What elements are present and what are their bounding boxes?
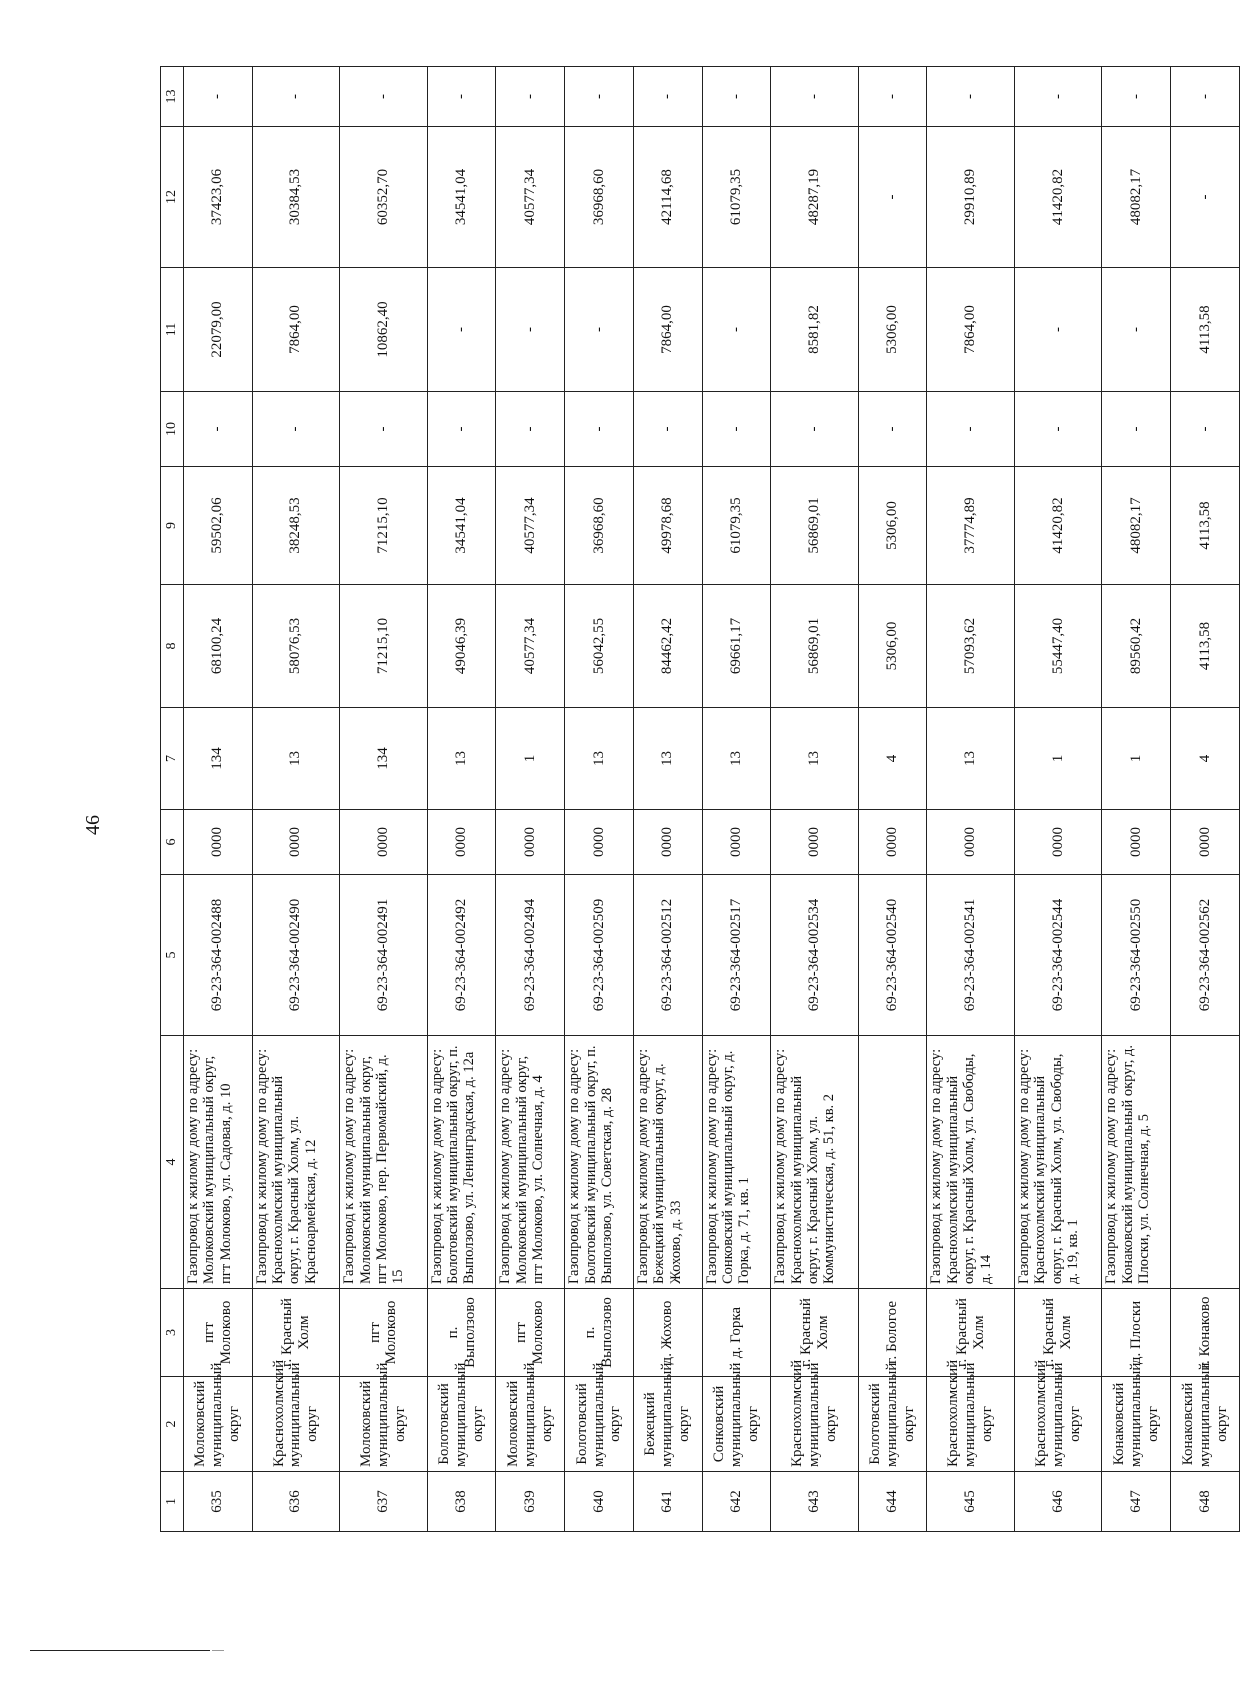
value-11-cell: 4113,58 <box>1171 268 1240 392</box>
value-12-cell: 61079,35 <box>702 127 771 268</box>
value-10-cell: - <box>927 392 1014 467</box>
value-12-cell: 34541,04 <box>427 127 496 268</box>
value-9-cell: 61079,35 <box>702 467 771 585</box>
value-12-cell: 60352,70 <box>340 127 427 268</box>
code-cell: 0000 <box>252 810 339 875</box>
value-12-cell: 48082,17 <box>1102 127 1171 268</box>
value-11-cell: - <box>565 268 634 392</box>
code-cell: 0000 <box>1171 810 1240 875</box>
district-cell: Молоковский муниципальный округ <box>340 1377 427 1472</box>
object-description-cell: Газопровод к жилому дому по адресу: Болотовский муниципальный округ, п. Выползово, ул. Советская, д. 28 <box>565 1036 634 1289</box>
value-9-cell: 41420,82 <box>1014 467 1101 585</box>
value-10-cell: - <box>565 392 634 467</box>
district-cell: Болотовский муниципальный округ <box>565 1377 634 1472</box>
category-cell: 4 <box>858 708 927 810</box>
data-table <box>160 66 1240 1532</box>
value-9-cell: 49978,68 <box>633 467 702 585</box>
object-description-cell: Газопровод к жилому дому по адресу: Краснохолмский муниципальный округ, г. Красный Холм, ул. Свободы, д. 19, кв. 1 <box>1014 1036 1101 1289</box>
object-description-cell: Газопровод к жилому дому по адресу: Краснохолмский муниципальный округ, г. Красный Холм, ул. Коммунистическая, д. 51, кв. 2 <box>771 1036 858 1289</box>
value-13-cell: - <box>858 67 927 127</box>
table-row <box>858 67 927 1532</box>
registry-number-cell: 69-23-364-002517 <box>702 875 771 1036</box>
value-9-cell: 59502,06 <box>184 467 253 585</box>
value-11-cell: 7864,00 <box>633 268 702 392</box>
page-number: 46 <box>81 815 104 835</box>
table-row <box>1014 67 1101 1532</box>
value-11-cell: 7864,00 <box>252 268 339 392</box>
category-cell: 13 <box>252 708 339 810</box>
value-9-cell: 40577,34 <box>496 467 565 585</box>
value-10-cell: - <box>1171 392 1240 467</box>
settlement-cell: д. Жохово <box>633 1289 702 1377</box>
code-cell: 0000 <box>927 810 1014 875</box>
row-number-cell: 642 <box>702 1472 771 1532</box>
table-row <box>702 67 771 1532</box>
value-10-cell: - <box>858 392 927 467</box>
category-cell: 1 <box>1014 708 1101 810</box>
category-cell: 134 <box>184 708 253 810</box>
district-cell: Краснохолмский муниципальный округ <box>1014 1377 1101 1472</box>
category-cell: 1 <box>1102 708 1171 810</box>
header-cell-3: 3 <box>161 1289 184 1377</box>
value-9-cell: 36968,60 <box>565 467 634 585</box>
code-cell: 0000 <box>1014 810 1101 875</box>
value-10-cell: - <box>184 392 253 467</box>
header-cell-12: 12 <box>161 127 184 268</box>
code-cell: 0000 <box>427 810 496 875</box>
value-8-cell: 56042,55 <box>565 585 634 708</box>
value-9-cell: 38248,53 <box>252 467 339 585</box>
table-row <box>927 67 1014 1532</box>
district-cell: Краснохолмский муниципальный округ <box>771 1377 858 1472</box>
category-cell: 134 <box>340 708 427 810</box>
value-8-cell: 89560,42 <box>1102 585 1171 708</box>
settlement-cell: пгт Молоково <box>496 1289 565 1377</box>
value-8-cell: 71215,10 <box>340 585 427 708</box>
code-cell: 0000 <box>633 810 702 875</box>
row-number-cell: 636 <box>252 1472 339 1532</box>
row-number-cell: 646 <box>1014 1472 1101 1532</box>
value-10-cell: - <box>1014 392 1101 467</box>
district-cell: Молоковский муниципальный округ <box>496 1377 565 1472</box>
object-description-cell: Газопровод к жилому дому по адресу: Молоковский муниципальный округ, пгт Молоково, ул. Солнечная, д. 4 <box>496 1036 565 1289</box>
value-11-cell: - <box>1014 268 1101 392</box>
value-12-cell: 29910,89 <box>927 127 1014 268</box>
row-number-cell: 648 <box>1171 1472 1240 1532</box>
object-description-cell: Газопровод к жилому дому по адресу: Сонковский муниципальный округ, д. Горка, д. 71, кв. 1 <box>702 1036 771 1289</box>
value-13-cell: - <box>565 67 634 127</box>
settlement-cell: п. Выползово <box>427 1289 496 1377</box>
value-11-cell: 5306,00 <box>858 268 927 392</box>
district-cell: Бежецкий муниципальный округ <box>633 1377 702 1472</box>
value-8-cell: 68100,24 <box>184 585 253 708</box>
settlement-cell: г. Красный Холм <box>1014 1289 1101 1377</box>
registry-number-cell: 69-23-364-002550 <box>1102 875 1171 1036</box>
table-row <box>771 67 858 1532</box>
table-row <box>496 67 565 1532</box>
footnote-dash <box>212 1650 224 1651</box>
value-13-cell: - <box>633 67 702 127</box>
code-cell: 0000 <box>496 810 565 875</box>
registry-number-cell: 69-23-364-002562 <box>1171 875 1240 1036</box>
code-cell: 0000 <box>565 810 634 875</box>
code-cell: 0000 <box>184 810 253 875</box>
settlement-cell: г. Красный Холм <box>927 1289 1014 1377</box>
settlement-cell: г. Бологое <box>858 1289 927 1377</box>
settlement-cell: г. Красный Холм <box>771 1289 858 1377</box>
row-number-cell: 644 <box>858 1472 927 1532</box>
table-row <box>252 67 339 1532</box>
district-cell: Краснохолмский муниципальный округ <box>252 1377 339 1472</box>
value-13-cell: - <box>496 67 565 127</box>
table-row <box>565 67 634 1532</box>
header-cell-9: 9 <box>161 467 184 585</box>
settlement-cell: г. Конаково <box>1171 1289 1240 1377</box>
code-cell: 0000 <box>702 810 771 875</box>
header-cell-7: 7 <box>161 708 184 810</box>
row-number-cell: 643 <box>771 1472 858 1532</box>
value-9-cell: 37774,89 <box>927 467 1014 585</box>
row-number-cell: 640 <box>565 1472 634 1532</box>
district-cell: Молоковский муниципальный округ <box>184 1377 253 1472</box>
value-12-cell: 41420,82 <box>1014 127 1101 268</box>
value-11-cell: - <box>496 268 565 392</box>
value-8-cell: 56869,01 <box>771 585 858 708</box>
header-cell-5: 5 <box>161 875 184 1036</box>
value-12-cell: 30384,53 <box>252 127 339 268</box>
value-10-cell: - <box>340 392 427 467</box>
value-11-cell: 8581,82 <box>771 268 858 392</box>
value-11-cell: 7864,00 <box>927 268 1014 392</box>
footnote-rule <box>30 1650 210 1651</box>
value-12-cell: - <box>1171 127 1240 268</box>
value-8-cell: 58076,53 <box>252 585 339 708</box>
object-description-cell: Газопровод к жилому дому по адресу: Молоковский муниципальный округ, пгт Молоково, пер. Первомайский, д. 15 <box>340 1036 427 1289</box>
object-description-cell <box>1171 1036 1240 1289</box>
code-cell: 0000 <box>858 810 927 875</box>
value-8-cell: 5306,00 <box>858 585 927 708</box>
category-cell: 13 <box>565 708 634 810</box>
registry-number-cell: 69-23-364-002512 <box>633 875 702 1036</box>
object-description-cell: Газопровод к жилому дому по адресу: Болотовский муниципальный округ, п. Выползово, ул. Ленинградская, д. 12а <box>427 1036 496 1289</box>
value-10-cell: - <box>633 392 702 467</box>
value-10-cell: - <box>252 392 339 467</box>
value-12-cell: 40577,34 <box>496 127 565 268</box>
value-13-cell: - <box>702 67 771 127</box>
header-cell-8: 8 <box>161 585 184 708</box>
value-13-cell: - <box>1171 67 1240 127</box>
category-cell: 13 <box>927 708 1014 810</box>
code-cell: 0000 <box>340 810 427 875</box>
value-11-cell: - <box>427 268 496 392</box>
object-description-cell: Газопровод к жилому дому по адресу: Краснохолмский муниципальный округ, г. Красный Холм, ул. Свободы, д. 14 <box>927 1036 1014 1289</box>
registry-number-cell: 69-23-364-002488 <box>184 875 253 1036</box>
value-12-cell: 48287,19 <box>771 127 858 268</box>
row-number-cell: 647 <box>1102 1472 1171 1532</box>
settlement-cell: г. Красный Холм <box>252 1289 339 1377</box>
table-row <box>1171 67 1240 1532</box>
district-cell: Краснохолмский муниципальный округ <box>927 1377 1014 1472</box>
registry-number-cell: 69-23-364-002494 <box>496 875 565 1036</box>
value-13-cell: - <box>927 67 1014 127</box>
district-cell: Болотовский муниципальный округ <box>858 1377 927 1472</box>
category-cell: 4 <box>1171 708 1240 810</box>
code-cell: 0000 <box>771 810 858 875</box>
row-number-cell: 637 <box>340 1472 427 1532</box>
registry-number-cell: 69-23-364-002540 <box>858 875 927 1036</box>
value-13-cell: - <box>427 67 496 127</box>
value-11-cell: 10862,40 <box>340 268 427 392</box>
registry-number-cell: 69-23-364-002509 <box>565 875 634 1036</box>
value-9-cell: 34541,04 <box>427 467 496 585</box>
rotated-table-container <box>160 67 1240 1532</box>
registry-number-cell: 69-23-364-002544 <box>1014 875 1101 1036</box>
value-9-cell: 56869,01 <box>771 467 858 585</box>
settlement-cell: пгт Молоково <box>184 1289 253 1377</box>
district-cell: Конаковский муниципальный округ <box>1171 1377 1240 1472</box>
registry-number-cell: 69-23-364-002534 <box>771 875 858 1036</box>
settlement-cell: пгт Молоково <box>340 1289 427 1377</box>
value-13-cell: - <box>252 67 339 127</box>
value-8-cell: 49046,39 <box>427 585 496 708</box>
category-cell: 13 <box>702 708 771 810</box>
value-13-cell: - <box>1014 67 1101 127</box>
settlement-cell: д. Горка <box>702 1289 771 1377</box>
header-cell-10: 10 <box>161 392 184 467</box>
value-8-cell: 69661,17 <box>702 585 771 708</box>
table-row <box>340 67 427 1532</box>
value-8-cell: 84462,42 <box>633 585 702 708</box>
row-number-cell: 639 <box>496 1472 565 1532</box>
value-8-cell: 4113,58 <box>1171 585 1240 708</box>
registry-number-cell: 69-23-364-002490 <box>252 875 339 1036</box>
registry-number-cell: 69-23-364-002492 <box>427 875 496 1036</box>
row-number-cell: 638 <box>427 1472 496 1532</box>
table-row <box>427 67 496 1532</box>
object-description-cell: Газопровод к жилому дому по адресу: Молоковский муниципальный округ, пгт Молоково, ул. Садовая, д. 10 <box>184 1036 253 1289</box>
value-10-cell: - <box>496 392 565 467</box>
value-8-cell: 55447,40 <box>1014 585 1101 708</box>
registry-number-cell: 69-23-364-002541 <box>927 875 1014 1036</box>
table-row <box>633 67 702 1532</box>
value-13-cell: - <box>1102 67 1171 127</box>
code-cell: 0000 <box>1102 810 1171 875</box>
district-cell: Болотовский муниципальный округ <box>427 1377 496 1472</box>
value-9-cell: 71215,10 <box>340 467 427 585</box>
value-12-cell: 42114,68 <box>633 127 702 268</box>
header-cell-2: 2 <box>161 1377 184 1472</box>
object-description-cell: Газопровод к жилому дому по адресу: Конаковский муниципальный округ, д. Плоски, ул. Солнечная, д. 5 <box>1102 1036 1171 1289</box>
registry-number-cell: 69-23-364-002491 <box>340 875 427 1036</box>
district-cell: Конаковский муниципальный округ <box>1102 1377 1171 1472</box>
value-13-cell: - <box>340 67 427 127</box>
district-cell: Сонковский муниципальный округ <box>702 1377 771 1472</box>
row-number-cell: 641 <box>633 1472 702 1532</box>
settlement-cell: д. Плоски <box>1102 1289 1171 1377</box>
table-row <box>184 67 253 1532</box>
category-cell: 13 <box>427 708 496 810</box>
header-row <box>161 67 184 1532</box>
row-number-cell: 635 <box>184 1472 253 1532</box>
value-9-cell: 48082,17 <box>1102 467 1171 585</box>
value-12-cell: 36968,60 <box>565 127 634 268</box>
object-description-cell: Газопровод к жилому дому по адресу: Краснохолмский муниципальный округ, г. Красный Холм, ул. Красноармейская, д. 12 <box>252 1036 339 1289</box>
settlement-cell: п. Выползово <box>565 1289 634 1377</box>
header-cell-6: 6 <box>161 810 184 875</box>
category-cell: 13 <box>633 708 702 810</box>
header-cell-13: 13 <box>161 67 184 127</box>
value-13-cell: - <box>184 67 253 127</box>
header-cell-11: 11 <box>161 268 184 392</box>
value-10-cell: - <box>1102 392 1171 467</box>
value-11-cell: 22079,00 <box>184 268 253 392</box>
object-description-cell <box>858 1036 927 1289</box>
category-cell: 13 <box>771 708 858 810</box>
value-9-cell: 4113,58 <box>1171 467 1240 585</box>
value-13-cell: - <box>771 67 858 127</box>
value-10-cell: - <box>702 392 771 467</box>
object-description-cell: Газопровод к жилому дому по адресу: Бежецкий муниципальный округ, д. Жохово, д. 33 <box>633 1036 702 1289</box>
header-cell-4: 4 <box>161 1036 184 1289</box>
table-row <box>1102 67 1171 1532</box>
category-cell: 1 <box>496 708 565 810</box>
value-8-cell: 40577,34 <box>496 585 565 708</box>
value-10-cell: - <box>771 392 858 467</box>
value-11-cell: - <box>702 268 771 392</box>
value-11-cell: - <box>1102 268 1171 392</box>
row-number-cell: 645 <box>927 1472 1014 1532</box>
value-10-cell: - <box>427 392 496 467</box>
value-12-cell: 37423,06 <box>184 127 253 268</box>
header-cell-1: 1 <box>161 1472 184 1532</box>
value-9-cell: 5306,00 <box>858 467 927 585</box>
value-12-cell: - <box>858 127 927 268</box>
value-8-cell: 57093,62 <box>927 585 1014 708</box>
